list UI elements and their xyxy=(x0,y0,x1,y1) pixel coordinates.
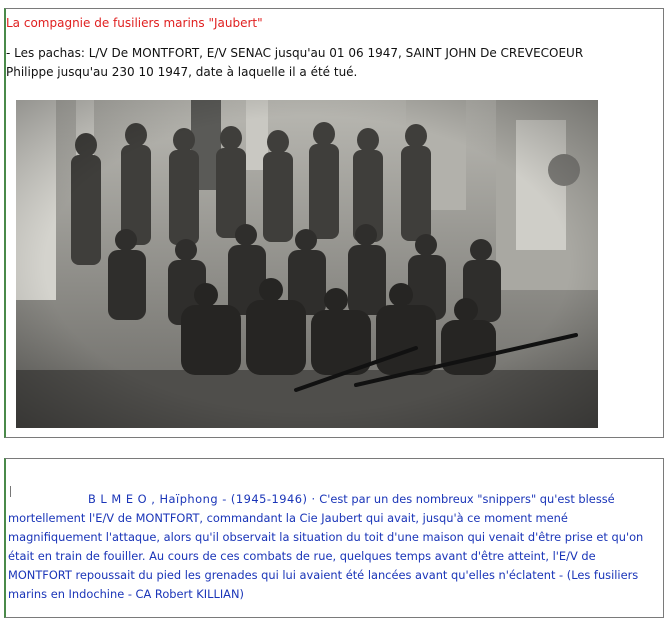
quote-location: B L M E O , Haïphong - (1945-1946) · xyxy=(88,492,316,506)
quote-text xyxy=(8,490,660,604)
commanders-text xyxy=(6,44,662,82)
group-photo-image xyxy=(16,100,598,428)
group-photo xyxy=(16,100,598,428)
quote-body: C'est par un des nombreux "snippers" qu'est blessé mortellement l'E/V de MONTFORT, commandant la Cie Jaubert qui avait, jusqu'à ce moment mené magnifiquement l'attaque, alors qu'il observait la situation du toit d'une maison qui venait d'être prise et qu'on était en train de fouiller. Au cours de ces combats de rue, quelques temps avant d'être atteint, l'E/V de MONTFORT repoussait du pied les grenades qui lui avaient été lancées avant qu'elles n'éclatent - (Les fusiliers marins en Indochine - CA Robert KILLIAN) xyxy=(8,492,644,601)
section-title: La compagnie de fusiliers marins "Jaubert" xyxy=(6,16,263,30)
commanders-line-2: Philippe jusqu'au 230 10 1947, date à laquelle il a été tué. xyxy=(6,65,358,79)
commanders-line-1: - Les pachas: L/V De MONTFORT, E/V SENAC jusqu'au 01 06 1947, SAINT JOHN De CREVECOEUR xyxy=(6,46,584,60)
